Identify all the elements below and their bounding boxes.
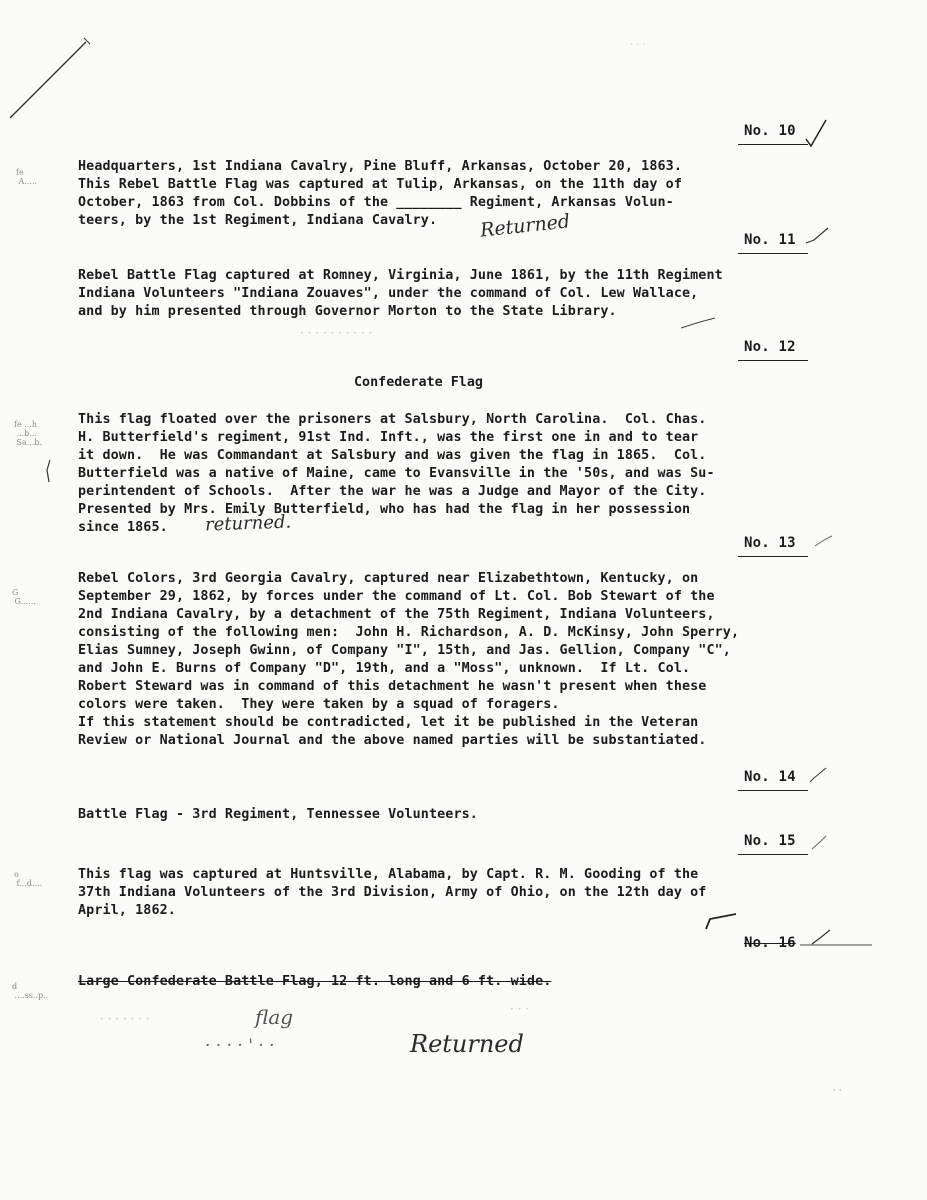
entry-text-12: This flag floated over the prisoners at Salsbury, North Carolina. Col. Chas. H. Butterfield's regiment, 91st Ind. Inft., was the first one in and to tear it down. He was Commandant at Salsbury and was given the flag in 1865. Col. Butterfield was a native of Maine, came to Evansville in the '50s, and was Su- perintendent of Schools. After the war he was a Judge and Mayor of the City. Presented by Mrs. Emily Butterfield, who has had the flag in her possession since 1865.	[78, 412, 715, 535]
handwritten-annotation: Returned	[479, 210, 572, 242]
handwritten-annotation: flag	[255, 1005, 294, 1029]
entry-number: No. 13	[744, 535, 796, 551]
faint-pencil-note: · ·	[833, 1086, 842, 1096]
number-underline	[738, 854, 808, 855]
handwritten-annotation: Returned	[410, 1030, 524, 1058]
entry-text-10: Headquarters, 1st Indiana Cavalry, Pine Bluff, Arkansas, October 20, 1863. This Rebel Battle Flag was captured at Tulip, Arkansas, on the 11th day of October, 1863 from Col. Dobbins of the ________ Regiment, Arkansas Volun- teers, by the 1st Regiment, Indiana Cavalry.	[78, 159, 682, 228]
margin-note: fe A.....	[16, 168, 38, 186]
margin-note: fe ...h ...b... Sa...b.	[14, 420, 43, 447]
entry-text-13: Rebel Colors, 3rd Georgia Cavalry, captured near Elizabethtown, Kentucky, on September 29, 1862, by forces under the command of Lt. Col. Bob Stewart of the 2nd Indiana Cavalry, by a detachment of the 75th Regiment, Indiana Volunteers, consisting of the following men: John H. Richardson, A. D. McKinsy, John Sperry, Elias Sumney, Joseph Gwinn, of Company "I", 15th, and Jas. Gellion, Company "C", and John E. Burns of Company "D", 19th, and a "Moss", unknown. If Lt. Col. Robert Steward was in command of this detachment he wasn't present when these colors were taken. They were taken by a squad of foragers. If this statement should be contradicted, let it be published in the Veteran Review or National Journal and the above named parties will be substantiated.	[78, 571, 740, 748]
entry-number: No. 10	[744, 123, 796, 139]
number-underline	[738, 360, 808, 361]
number-underline	[738, 144, 808, 145]
margin-note: G G......	[12, 588, 36, 606]
entry-number: No. 11	[744, 232, 796, 248]
entry-heading: Confederate Flag	[354, 375, 483, 390]
faint-pencil-note: · · · · · · · · · ·	[300, 326, 373, 340]
number-underline	[738, 556, 808, 557]
margin-note: d ....ss..p..	[12, 982, 49, 1000]
entry-text-16: Large Confederate Battle Flag, 12 ft. long and 6 ft. wide.	[78, 974, 552, 989]
number-underline	[738, 253, 808, 254]
entry-text-11: Rebel Battle Flag captured at Romney, Virginia, June 1861, by the 11th Regiment Indiana Volunteers "Indiana Zouaves", under the command of Col. Lew Wallace, and by him presented through Governor Morton to the State Library.	[78, 268, 723, 319]
entry-number: No. 15	[744, 833, 796, 849]
entry-text-15: This flag was captured at Huntsville, Alabama, by Capt. R. M. Gooding of the 37th Indiana Volunteers of the 3rd Division, Army of Ohio, on the 12th day of April, 1862.	[78, 867, 707, 918]
entry-number: No. 16	[744, 935, 796, 951]
number-underline	[738, 790, 808, 791]
entry-number: No. 12	[744, 339, 796, 355]
entry-text-14: Battle Flag - 3rd Regiment, Tennessee Volunteers.	[78, 807, 478, 822]
page-smudge: · · ·	[630, 40, 646, 51]
entry-number: No. 14	[744, 769, 796, 785]
faint-pencil-note: · · · · ' · ·	[205, 1036, 275, 1056]
faint-pencil-note: · · · · · · ·	[100, 1012, 150, 1026]
margin-note: o f...d....	[14, 870, 43, 888]
handwritten-annotation: returned.	[204, 511, 292, 536]
faint-pencil-note: · · ·	[510, 1002, 530, 1016]
